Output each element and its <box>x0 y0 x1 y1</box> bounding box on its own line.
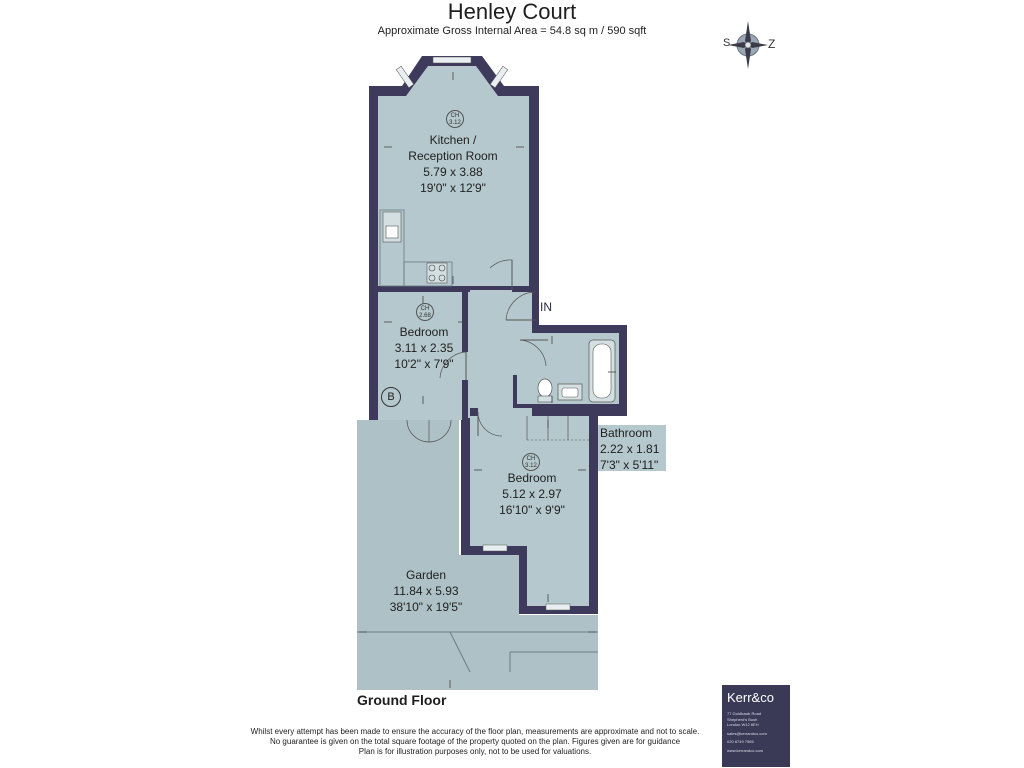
room-name: Reception Room <box>408 149 498 163</box>
compass-letter-left: S <box>723 37 731 49</box>
plan-title: Henley Court <box>447 0 577 24</box>
disclaimer-line: Plan is for illustration purposes only, not to be used for valuations. <box>358 747 592 756</box>
ceiling-height-badge-kitchen <box>446 110 464 128</box>
room-metric: 3.11 x 2.35 <box>394 341 454 355</box>
disclaimer-line: No guarantee is given on the total square footage of the property quoted on the plan. Figures given are for guidance <box>269 737 681 746</box>
agency-logo <box>722 685 790 767</box>
room-metric: 5.12 x 2.97 <box>502 487 562 501</box>
ceiling-height-value: 2.68 <box>419 313 431 319</box>
agency-email: sales@kerrandco.com <box>727 730 767 736</box>
floor-label: Ground Floor <box>357 692 447 708</box>
bathtub-inner <box>593 344 611 398</box>
ceiling-height-label: CH <box>526 456 536 462</box>
ceiling-height-value: 3.12 <box>525 463 537 469</box>
room-metric: 11.84 x 5.93 <box>393 584 459 598</box>
room-imperial: 16'10" x 9'9" <box>499 503 565 517</box>
bedroom-2-floor <box>527 546 589 606</box>
agency-address: 77 Goldhawk Road <box>727 711 762 716</box>
entrance-marker: IN <box>540 300 552 314</box>
interior-wall <box>378 286 470 292</box>
ceiling-height-label: CH <box>420 306 430 312</box>
room-name: Garden <box>405 568 447 582</box>
compass-letter-right: Z <box>768 37 776 51</box>
compass-needle <box>745 45 751 69</box>
agency-address: Shepherd's Bush <box>727 716 758 722</box>
agency-address: London W12 8EH <box>727 722 759 727</box>
interior-wall <box>470 408 478 416</box>
room-imperial: 7'3" x 5'11" <box>600 458 659 472</box>
room-label-garden <box>360 567 492 615</box>
room-metric: 2.22 x 1.81 <box>600 442 660 456</box>
bathroom-basin-bowl <box>562 388 578 397</box>
window <box>546 604 570 610</box>
ceiling-height-value: 3.12 <box>449 120 461 126</box>
compass-center <box>745 42 751 48</box>
agency-name: Kerr&co <box>727 690 774 705</box>
window <box>433 57 471 63</box>
toilet-cistern <box>538 396 552 402</box>
agency-website: www.kerrandco.com <box>727 747 764 753</box>
disclaimer <box>190 727 760 757</box>
room-imperial: 10'2" x 7'9" <box>394 357 454 371</box>
disclaimer-line: Whilst every attempt has been made to ensure the accuracy of the floor plan, measurements are approximate and not to scale. <box>250 727 700 736</box>
room-label-bathroom <box>598 425 666 471</box>
room-name: Bedroom <box>399 325 449 339</box>
compass-needle <box>745 21 751 45</box>
gross-internal-area: Approximate Gross Internal Area = 54.8 sq m / 590 sqft <box>377 25 647 37</box>
room-imperial: 38'10" x 19'5" <box>389 600 463 614</box>
compass <box>728 21 768 69</box>
ceiling-height-badge-bedroom-2 <box>522 453 540 471</box>
interior-wall <box>513 375 517 408</box>
room-name: Bedroom <box>507 471 557 485</box>
toilet <box>538 379 552 397</box>
ceiling-height-label: CH <box>450 113 460 119</box>
interior-wall <box>513 404 619 408</box>
room-name: Bathroom <box>600 426 653 440</box>
room-label-kitchen <box>378 132 528 196</box>
ceiling-height-badge-bedroom-1 <box>416 303 434 321</box>
window <box>483 545 507 551</box>
room-label-bedroom-1 <box>378 324 470 372</box>
interior-wall <box>462 380 468 420</box>
room-imperial: 19'0" x 12'9" <box>420 181 486 195</box>
agency-phone: 020 8749 7565 <box>727 739 754 744</box>
room-label-bedroom-2 <box>470 470 594 518</box>
room-name: Kitchen / <box>429 133 477 147</box>
boiler-marker: B <box>381 387 401 407</box>
interior-wall <box>512 286 539 292</box>
room-metric: 5.79 x 3.88 <box>423 165 483 179</box>
sink-basin <box>386 226 398 238</box>
